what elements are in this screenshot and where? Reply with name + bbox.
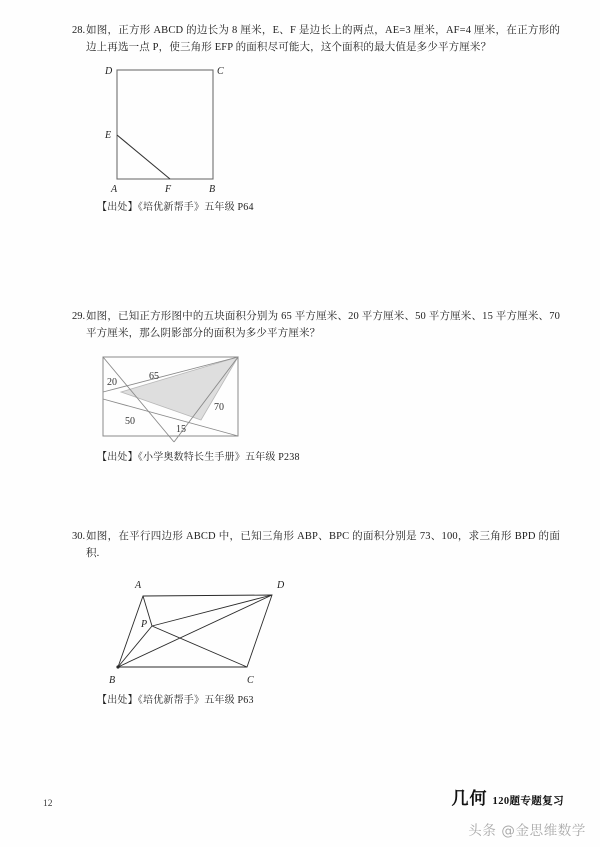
segment-ef bbox=[117, 135, 170, 179]
problem-30-source: 【出处】《培优新帮手》五年级 P63 bbox=[97, 695, 254, 707]
region-label-65: 65 bbox=[149, 371, 159, 383]
label-d: D bbox=[105, 66, 113, 78]
vertex-b-dot bbox=[116, 666, 119, 669]
problem-28-figure bbox=[97, 66, 560, 196]
footer-title: 几何 bbox=[451, 789, 488, 808]
segment-bp bbox=[118, 626, 152, 667]
label-c: C bbox=[247, 675, 254, 687]
problem-29-statement bbox=[60, 308, 560, 342]
label-e: E bbox=[105, 130, 112, 142]
problem-28-source: 【出处】《培优新帮手》五年级 P64 bbox=[97, 202, 254, 214]
problem-30-statement bbox=[60, 528, 560, 562]
page-number: 12 bbox=[43, 799, 53, 809]
label-c: C bbox=[217, 66, 224, 78]
segment-bd bbox=[118, 595, 272, 667]
segment-pc bbox=[152, 626, 247, 667]
label-f: F bbox=[165, 184, 172, 196]
rectangle-five-regions-diagram bbox=[97, 352, 277, 444]
problem-30-number: 30. bbox=[72, 531, 86, 542]
problem-29-number: 29. bbox=[72, 311, 86, 322]
segment-pd bbox=[152, 595, 272, 626]
parallelogram-abcd-diagram bbox=[97, 574, 307, 689]
square-outline bbox=[117, 70, 213, 179]
region-label-70: 70 bbox=[214, 402, 224, 414]
label-d: D bbox=[277, 580, 285, 592]
label-p: P bbox=[141, 619, 148, 631]
problem-28-number: 28. bbox=[72, 25, 86, 36]
problem-29 bbox=[60, 308, 560, 466]
label-b: B bbox=[209, 184, 216, 196]
problem-28-text: 如图，正方形 ABCD 的边长为 8 厘米，E、F 是边长上的两点，AE=3 厘米，AF=4 厘米，在正方形的边上再选一点 P，使三角形 EFP 的面积尽可能大，这个面积的最大值是多少平方厘米？ bbox=[86, 25, 560, 54]
problem-30-figure bbox=[97, 574, 560, 689]
square-abcd-diagram bbox=[97, 66, 277, 196]
watermark: 头条 @金思维数学 bbox=[468, 823, 586, 839]
footer-subtitle: 120题专题复习 bbox=[492, 796, 564, 807]
problem-29-figure bbox=[97, 352, 560, 444]
problem-28 bbox=[60, 22, 560, 216]
problem-29-text: 如图，已知正方形图中的五块面积分别为 65 平方厘米、20 平方厘米、50 平方厘米、15 平方厘米、70 平方厘米，那么阴影部分的面积为多少平方厘米？ bbox=[86, 311, 560, 340]
label-b: B bbox=[109, 675, 116, 687]
footer-title-block bbox=[452, 784, 564, 809]
region-label-50: 50 bbox=[125, 416, 135, 428]
problem-30 bbox=[60, 528, 560, 709]
region-label-15: 15 bbox=[176, 424, 186, 436]
label-a: A bbox=[135, 580, 142, 592]
label-a: A bbox=[111, 184, 118, 196]
problem-30-text: 如图，在平行四边形 ABCD 中，已知三角形 ABP、BPC 的面积分别是 73、100，求三角形 BPD 的面积. bbox=[86, 531, 560, 560]
problem-29-source: 【出处】《小学奥数特长生手册》五年级 P238 bbox=[97, 452, 300, 464]
problem-28-statement bbox=[60, 22, 560, 56]
region-label-20: 20 bbox=[107, 377, 117, 389]
